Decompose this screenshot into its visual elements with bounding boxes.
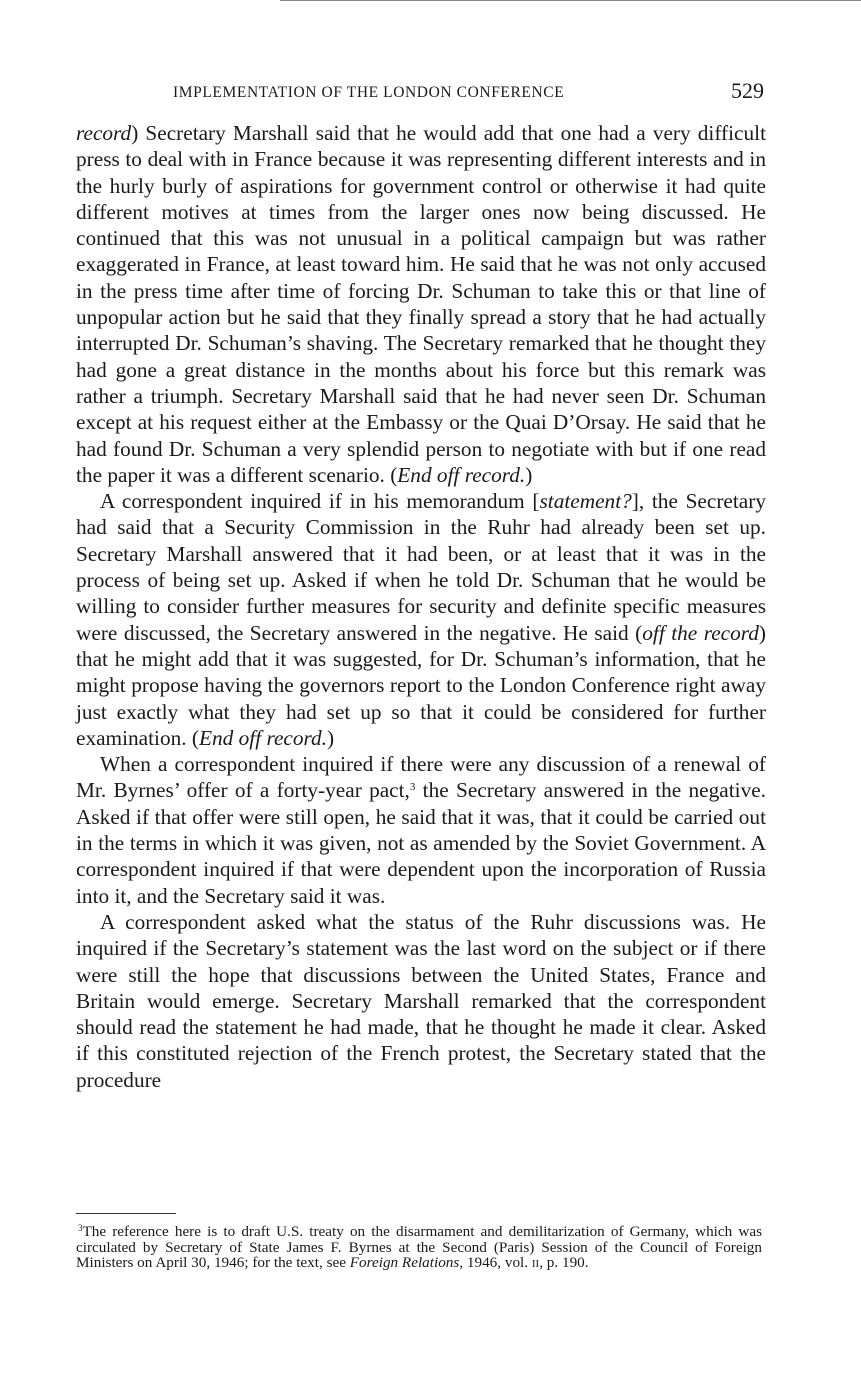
running-title: IMPLEMENTATION OF THE LONDON CONFERENCE (173, 84, 565, 101)
page-number: 529 (731, 78, 764, 103)
paragraph-3: When a correspondent inquired if there were any discussion of a renewal of Mr. Byrnes’ offer of a forty-year pact,$^3$ the Secretary answered in the negative. Asked if that offer were still open, he said that it was, that it could be carried out in the terms in which it was given, not as amended by the Soviet Government. A correspondent inquired if that were dependent upon the incorporation of Russia into it, and the Secretary said it was. (76, 752, 766, 908)
body-text (76, 120, 766, 1093)
italic-text: statement? (539, 489, 632, 514)
page-header (76, 78, 766, 108)
footnote-divider (76, 1213, 176, 1214)
top-edge-rule (280, 0, 861, 1)
paragraph-4: A correspondent asked what the status of the Ruhr discussions was. He inquired if the Secretary’s statement was the last word on the subject or if there were still the hope that discussions between the United States, France and Britain would emerge. Secretary Marshall remarked that the correspondent should read the statement he had made, that he thought he made it clear. Asked if this constituted rejection of the French protest, the Secretary stated that the procedure (76, 909, 766, 1092)
paragraph-1: record) Secretary Marshall said that he would add that one had a very difficult press to deal with in France because it was representing different interests and in the hurly burly of aspirations for government control or otherwise it had quite different motives at times from the larger ones now being discussed. He continued that this was not unusual in a political campaign but was rather exaggerated in France, at least toward him. He said that he was not only accused in the press time after time of forcing Dr. Schuman to take this or that line of unpopular action but he said that they finally spread a story that he had actually interrupted Dr. Schuman’s shaving. The Secretary remarked that he thought they had gone a great distance in the months about his force but this remark was rather a triumph. Secretary Marshall said that he had never seen Dr. Schuman except at his request either at the Embassy or the Quai D’Orsay. He said that he had found Dr. Schuman a very splendid person to negotiate with but if one read the paper it was a different scenario. (End off record.) (76, 121, 766, 487)
footnote-marker: 3 (78, 1223, 83, 1233)
italic-text: record (76, 121, 132, 145)
volume-numeral: ii (531, 1254, 540, 1271)
footnote-3: $^3$The reference here is to draft U.S. treaty on the disarmament and demilitarization of Germany, which was circulated by Secretary of State James F. Byrnes at the Second (Paris) Session of the Council of Foreign Ministers on April 30, 1946; for the text, see Foreign Relations, 1946, vol. ii, p. 190. (76, 1223, 762, 1271)
paragraph-2: A correspondent inquired if in his memorandum [statement?], the Secretary had said that a Security Commission in the Ruhr had already been set up. Secretary Marshall answered that it had been, or at least that it was in the process of being set up. Asked if when he told Dr. Schuman that he would be willing to consider further measures for security and definite specific measures were discussed, the Secretary answered in the negative. He said (off the record) that he might add that it was suggested, for Dr. Schuman’s information, that he might propose having the governors report to the London Conference right away just exactly what they had set up so that it could be considered for further examination. (End off record.) (76, 489, 766, 750)
footnote-reference[interactable]: 3 (409, 781, 416, 794)
italic-text: End off record. (397, 462, 526, 487)
footnotes (76, 1224, 762, 1271)
italic-text: off the record (642, 620, 759, 645)
italic-text: Foreign Relations (349, 1254, 460, 1271)
italic-text: End off record. (199, 725, 327, 750)
